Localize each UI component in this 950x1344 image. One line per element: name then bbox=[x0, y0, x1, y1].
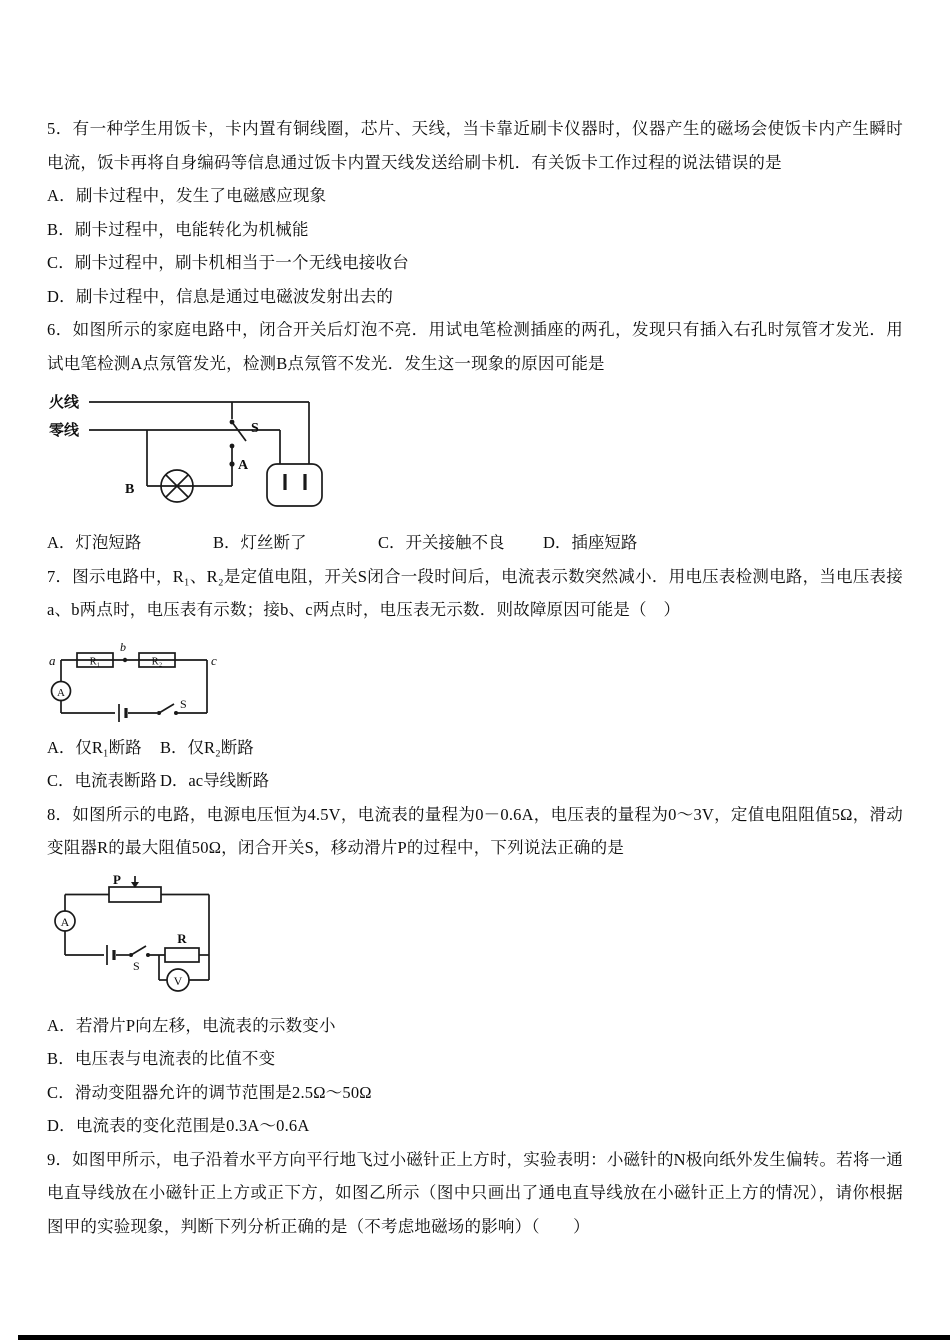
neutral-wire-label: 零线 bbox=[49, 423, 80, 439]
question-7-options-row-1 bbox=[47, 731, 903, 765]
slider-p-label: P bbox=[113, 872, 121, 887]
point-b-dot bbox=[123, 657, 127, 661]
question-5-stem: 5．有一种学生用饭卡，卡内置有铜线圈，芯片、天线，当卡靠近刷卡仪器时，仪器产生的磁场会使饭卡内产生瞬时电流，饭卡再将自身编码等信息通过饭卡内置天线发送给刷卡机．有关饭卡工作过程的说法错误的是 bbox=[47, 119, 903, 172]
question-5-option-c: C．刷卡过程中，刷卡机相当于一个无线电接收台 bbox=[47, 253, 409, 272]
switch-icon bbox=[157, 704, 178, 715]
switch-blade-icon bbox=[232, 422, 246, 441]
question-8-circuit-diagram bbox=[47, 873, 903, 1001]
point-a-label: a bbox=[49, 652, 56, 668]
question-5-option-b: B．刷卡过程中，电能转化为机械能 bbox=[47, 219, 309, 239]
point-a-dot bbox=[229, 461, 234, 466]
question-8 bbox=[47, 798, 903, 1143]
question-7-options-row-2 bbox=[47, 764, 903, 798]
point-b-label: B bbox=[125, 482, 135, 497]
voltmeter-branch bbox=[159, 955, 209, 991]
socket-icon bbox=[267, 402, 322, 506]
question-7-option-d: D．ac导线断路 bbox=[160, 771, 270, 790]
question-8-option-b: B．电压表与电流表的比值不变 bbox=[47, 1049, 276, 1068]
question-6-option-b: B．灯丝断了 bbox=[213, 533, 307, 552]
question-7-option-b: B．仅R₂断路 bbox=[160, 737, 254, 757]
question-7-option-a: A．仅R₁断路 bbox=[47, 737, 142, 757]
question-6-options bbox=[47, 526, 903, 560]
question-6-option-a: A．灯泡短路 bbox=[47, 533, 142, 552]
question-7-option-c: C．电流表断路 bbox=[47, 771, 158, 790]
question-6-stem: 6．如图所示的家庭电路中，闭合开关后灯泡不亮．用试电笔检测插座的两孔，发现只有插入右孔时氖管才发光．用试电笔检测A点氖管发光，检测B点氖管不发光．发生这一现象的原因可能是 bbox=[47, 320, 903, 373]
point-a-label: A bbox=[238, 458, 249, 473]
resistor-r2-label: R₂ bbox=[151, 656, 163, 667]
switch-icon bbox=[129, 946, 150, 957]
point-c-label: c bbox=[211, 652, 217, 668]
question-5-option-d: D．刷卡过程中，信息是通过电磁波发射出去的 bbox=[47, 286, 394, 306]
lamp-branch bbox=[147, 430, 232, 502]
question-7-circuit-diagram bbox=[47, 635, 903, 723]
question-8-option-c: C．滑动变阻器允许的调节范围是2.5Ω～50Ω bbox=[47, 1082, 372, 1102]
ammeter-label: A bbox=[57, 686, 65, 699]
switch-s-label: S bbox=[251, 421, 259, 436]
switch-label: S bbox=[133, 958, 140, 973]
series-circuit-diagram bbox=[47, 635, 237, 723]
question-9-stem: 9．如图甲所示，电子沿着水平方向平行地飞过小磁针正上方时，实验表明：小磁针的N极向纸外发生偏转。若将一通电直导线放在小磁针正上方或正下方，如图乙所示（图中只画出了通电直导线放在小磁针正上方的情况），请你根据图甲的实验现象，判断下列分析正确的是（不考虑地磁场的影响）（ ） bbox=[47, 1149, 903, 1236]
rheostat-circuit-diagram bbox=[47, 873, 227, 1001]
switch-branch bbox=[229, 402, 246, 486]
question-6-option-c: C．开关接触不良 bbox=[378, 533, 505, 552]
live-wire-label: 火线 bbox=[49, 395, 80, 411]
resistor-r-label: R bbox=[177, 930, 187, 946]
question-5 bbox=[47, 112, 903, 313]
resistor-r1-label: R₁ bbox=[89, 656, 101, 667]
ammeter-label: A bbox=[60, 914, 70, 929]
question-8-stem: 8．如图所示的电路，电源电压恒为4.5V，电流表的量程为0－0.6A，电压表的量程为0～3V，定值电阻阻值5Ω，滑动变阻器R的最大阻值50Ω，闭合开关S，移动滑片P的过程中，下列说法正确的是 bbox=[47, 804, 903, 857]
page-bottom-rule bbox=[18, 1335, 950, 1340]
question-6-option-d: D．插座短路 bbox=[543, 533, 638, 552]
battery-icon bbox=[107, 945, 114, 965]
question-6-circuit-diagram bbox=[47, 388, 903, 518]
point-b-label: b bbox=[120, 639, 126, 654]
question-5-option-a: A．刷卡过程中，发生了电磁感应现象 bbox=[47, 186, 327, 205]
question-9 bbox=[47, 1143, 903, 1244]
battery-icon bbox=[119, 704, 126, 722]
question-8-option-a: A．若滑片P向左移，电流表的示数变小 bbox=[47, 1015, 336, 1035]
question-8-option-d: D．电流表的变化范围是0.3A～0.6A bbox=[47, 1116, 310, 1135]
household-circuit-diagram bbox=[47, 388, 347, 518]
question-6 bbox=[47, 313, 903, 560]
question-7 bbox=[47, 560, 903, 798]
voltmeter-label: V bbox=[173, 973, 183, 988]
question-7-stem: 7．图示电路中，R₁、R₂是定值电阻，开关S闭合一段时间后，电流表示数突然减小．用电压表检测电路，当电压表接a、b两点时，电压表有示数；接b、c两点时，电压表无示数．则故障原因可能是（ ） bbox=[47, 566, 903, 619]
resistor-r-icon bbox=[165, 948, 199, 962]
switch-label: S bbox=[180, 696, 187, 711]
